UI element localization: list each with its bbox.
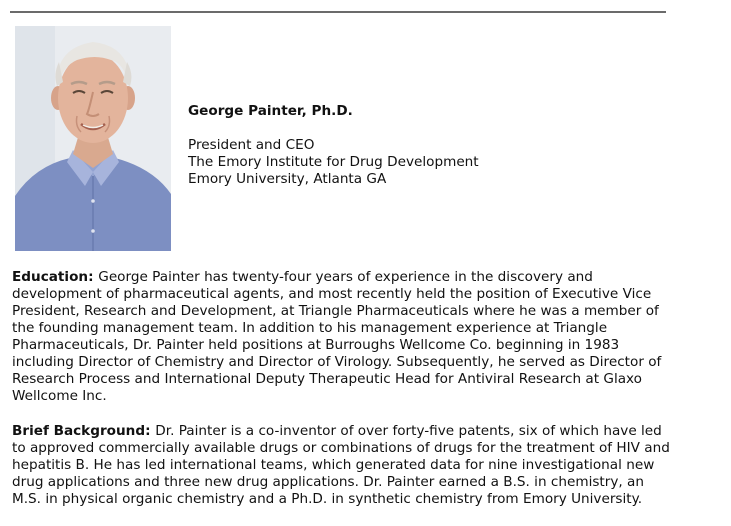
background-label: Brief Background:: [12, 423, 156, 439]
person-title: President and CEO: [188, 137, 315, 153]
background-section: [12, 423, 672, 508]
education-label: Education:: [12, 269, 99, 285]
person-name: George Painter, Ph.D.: [188, 103, 353, 119]
person-organization: The Emory Institute for Drug Development: [188, 154, 479, 170]
profile-header: [188, 103, 658, 188]
person-location: Emory University, Atlanta GA: [188, 171, 387, 187]
background-text: Dr. Painter is a co-inventor of over forty-five patents, six of which have led to approved commercially available drugs or combinations of drugs for the treatment of HIV and hepatitis B. He has led international teams, which generated data for nine investigational new drug applications and three new drug applications. Dr. Painter earned a B.S. in chemistry, an M.S. in physical organic chemistry and a Ph.D. in synthetic chemistry from Emory University.: [12, 423, 670, 507]
top-divider: [10, 11, 666, 13]
education-text: George Painter has twenty-four years of experience in the discovery and development of pharmaceutical agents, and most recently held the position of Executive Vice President, Research and Development, at Triangle Pharmaceuticals where he was a member of the founding management team. In addition to his management experience at Triangle Pharmaceuticals, Dr. Painter held positions at Burroughs Wellcome Co. beginning in 1983 including Director of Chemistry and Director of Virology. Subsequently, he served as Director of Research Process and International Deputy Therapeutic Head for Antiviral Research at Glaxo Wellcome Inc.: [12, 269, 662, 404]
portrait-photo: [15, 26, 171, 251]
education-section: [12, 269, 672, 405]
